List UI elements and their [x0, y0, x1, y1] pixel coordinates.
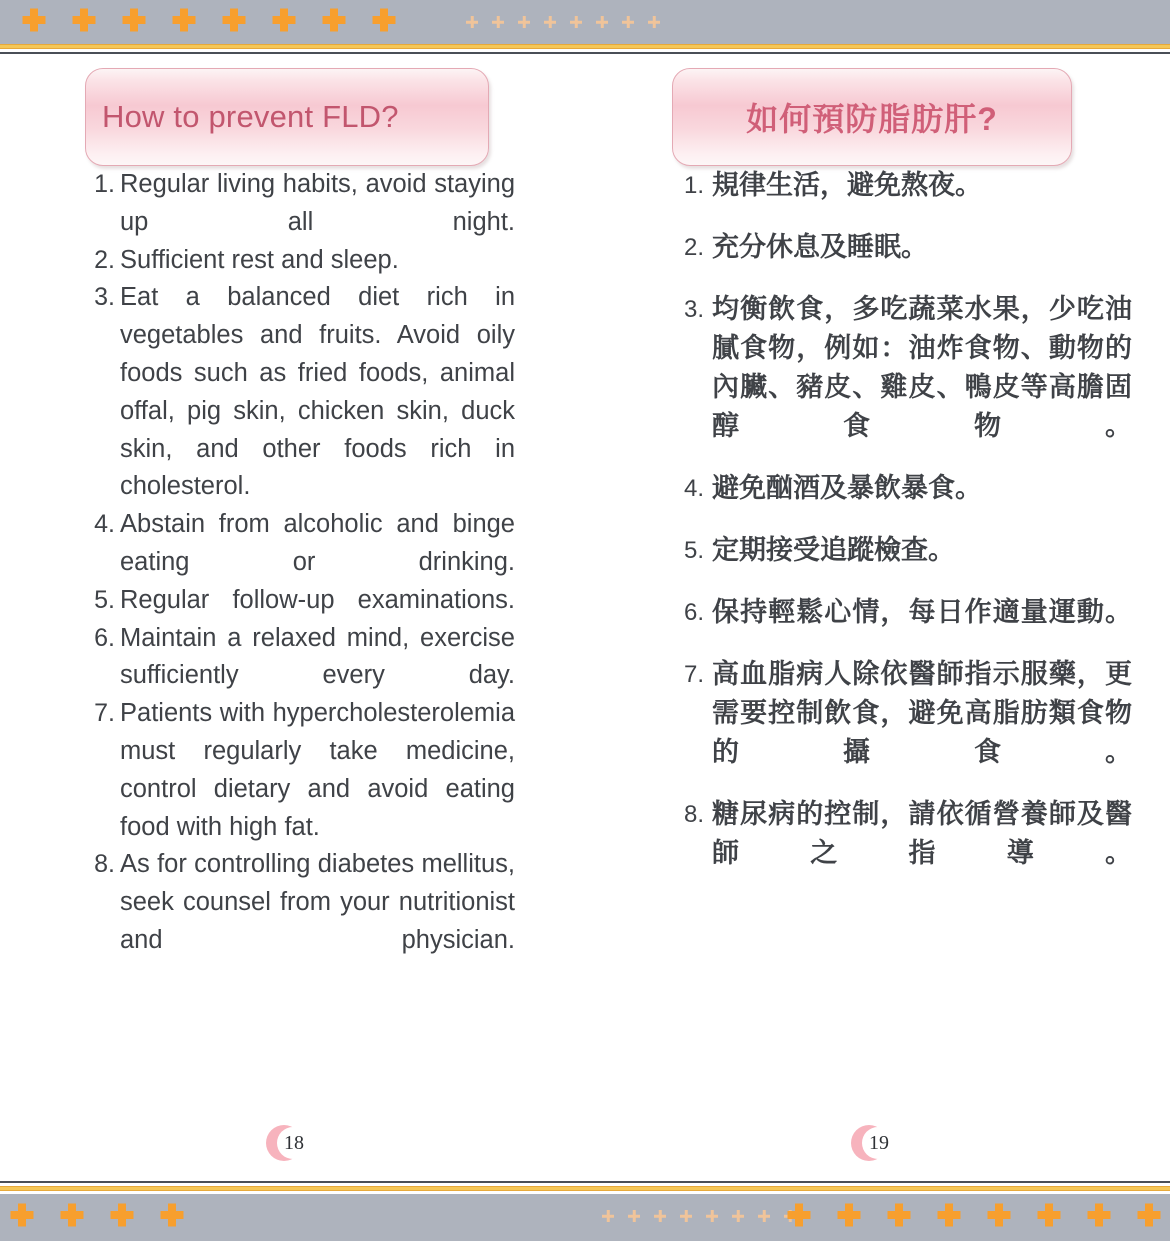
left-page-title-box [85, 68, 489, 166]
plus-icon [887, 1203, 910, 1226]
page-number-text: 18 [284, 1132, 304, 1154]
plus-icon [222, 8, 245, 31]
list-marker: 8. [94, 850, 115, 879]
plus-icon [272, 8, 295, 31]
plus-icon [60, 1203, 83, 1226]
list-marker: 1. [94, 170, 115, 198]
list-item [672, 795, 1132, 873]
plus-small-icon [628, 1210, 640, 1222]
list-marker: 4. [94, 510, 115, 539]
list-item [672, 469, 1132, 508]
plus-icon [22, 8, 45, 31]
plus-icon [787, 1203, 810, 1226]
list-item [85, 279, 515, 506]
list-item [672, 655, 1132, 772]
plus-small-icon [544, 16, 556, 28]
list-marker: 6. [683, 599, 704, 626]
list-item [85, 506, 515, 582]
page-content [0, 46, 1170, 1195]
list-item-text: 糖尿病的控制，請依循營養師及醫師之指導。 [712, 799, 1132, 868]
list-marker: 7. [94, 699, 115, 728]
list-item [85, 695, 515, 846]
list-item [85, 620, 515, 696]
plus-small-icon [602, 1210, 614, 1222]
plus-small-icon [654, 1210, 666, 1222]
list-item-text: 避免酗酒及暴飲暴食。 [712, 473, 982, 503]
page-number-badge-right [851, 1125, 907, 1163]
plus-icon [372, 8, 395, 31]
list-marker: 5. [683, 537, 704, 564]
plus-small-icon [732, 1210, 744, 1222]
plus-icon [1087, 1203, 1110, 1226]
plus-small-icon [680, 1210, 692, 1222]
plus-icon [322, 8, 345, 31]
list-item [85, 242, 515, 280]
list-marker: 1. [683, 172, 704, 199]
top-decorative-band [0, 0, 1170, 44]
plus-icon [72, 8, 95, 31]
list-item [672, 593, 1132, 632]
list-item-text: Abstain from alcoholic and binge eating or drinking. [120, 510, 515, 576]
list-item-text: 高血脂病人除依醫師指示服藥，更需要控制飲食，避免高脂肪類食物的攝食。 [712, 659, 1132, 767]
page-number-badge-left [266, 1125, 322, 1163]
list-marker: 2. [94, 245, 115, 274]
list-item-text: 充分休息及睡眠。 [712, 232, 928, 262]
list-item-text: Sufficient rest and sleep. [120, 245, 399, 274]
top-center-small-cross-row [466, 16, 674, 28]
plus-icon [987, 1203, 1010, 1226]
list-item-text: 均衡飲食，多吃蔬菜水果，少吃油膩食物，例如：油炸食物、動物的內臟、豬皮、雞皮、鴨皮等高膽固醇食物。 [712, 294, 1132, 441]
plus-small-icon [706, 1210, 718, 1222]
plus-small-icon [648, 16, 660, 28]
page-number-text: 19 [869, 1132, 889, 1154]
english-prevention-list [85, 166, 515, 960]
list-item [85, 582, 515, 620]
plus-icon [1037, 1203, 1060, 1226]
plus-icon [937, 1203, 960, 1226]
chinese-prevention-list [672, 166, 1132, 873]
plus-small-icon [518, 16, 530, 28]
list-item-text: Eat a balanced diet rich in vegetables and fruits. Avoid oily foods such as fried foods, animal offal, pig skin, chicken skin, duck skin, and other foods rich in cholesterol. [120, 283, 515, 501]
bottom-decorative-band [0, 1194, 1170, 1241]
list-item-text: 保持輕鬆心情，每日作適量運動。 [712, 597, 1132, 627]
plus-icon [172, 8, 195, 31]
list-marker: 2. [683, 234, 704, 261]
list-item [672, 531, 1132, 570]
bottom-left-cross-row [10, 1203, 210, 1226]
plus-small-icon [596, 16, 608, 28]
list-item [672, 228, 1132, 267]
page-title-english: How to prevent FLD? [102, 99, 399, 134]
left-page-column [85, 46, 515, 960]
list-item [85, 846, 515, 959]
list-marker: 3. [94, 283, 115, 312]
plus-small-icon [492, 16, 504, 28]
list-marker: 8. [683, 801, 704, 828]
list-item-text: As for controlling diabetes mellitus, seek counsel from your nutritionist and physician. [120, 850, 515, 954]
list-item-text: 定期接受追蹤檢查。 [712, 535, 955, 565]
list-marker: 3. [683, 296, 704, 323]
top-left-cross-row [22, 8, 422, 31]
list-item-text: 規律生活，避免熬夜。 [712, 170, 982, 200]
plus-small-icon [466, 16, 478, 28]
plus-icon [1137, 1203, 1160, 1226]
list-marker: 5. [94, 585, 115, 614]
plus-icon [10, 1203, 33, 1226]
list-marker: 6. [94, 623, 115, 652]
plus-icon [110, 1203, 133, 1226]
plus-icon [122, 8, 145, 31]
list-item [85, 166, 515, 242]
list-marker: 4. [683, 475, 704, 502]
list-item-text: Regular follow-up examinations. [120, 585, 515, 614]
list-marker: 7. [683, 661, 704, 688]
page-title-chinese: 如何預防脂肪肝? [746, 101, 998, 137]
list-item-text: Regular living habits, avoid staying up all night. [120, 170, 515, 236]
plus-small-icon [758, 1210, 770, 1222]
list-item [672, 290, 1132, 446]
right-page-title-box [672, 68, 1072, 166]
list-item [672, 166, 1132, 205]
plus-icon [160, 1203, 183, 1226]
bottom-center-small-cross-row [602, 1210, 810, 1222]
bottom-divider-rule [0, 1181, 1170, 1194]
plus-small-icon [570, 16, 582, 28]
list-item-text: Patients with hypercholesterolemia must regularly take medicine, control dietary and avoid eating food with high fat. [120, 699, 515, 841]
right-page-column [672, 46, 1132, 896]
bottom-right-cross-row [787, 1203, 1170, 1226]
plus-small-icon [622, 16, 634, 28]
list-item-text: Maintain a relaxed mind, exercise sufficiently every day. [120, 623, 515, 690]
plus-icon [837, 1203, 860, 1226]
